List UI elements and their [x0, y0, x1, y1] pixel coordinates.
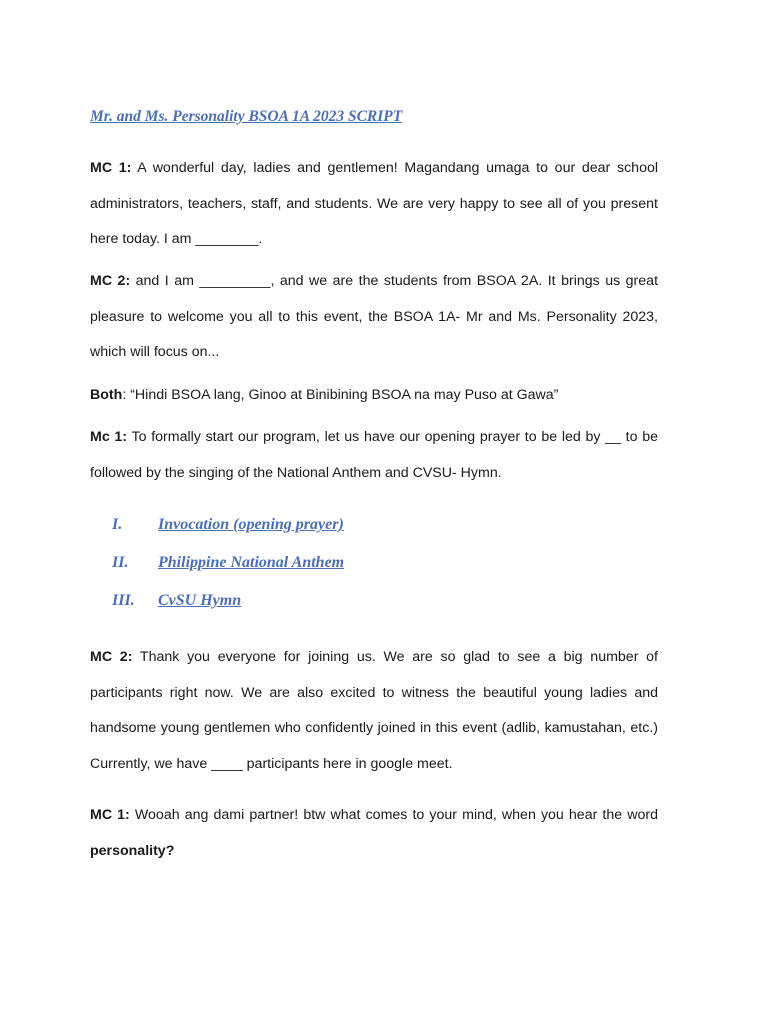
speaker-label: Both — [90, 387, 123, 403]
paragraph-both-theme — [90, 378, 658, 414]
list-numeral: III. — [112, 592, 135, 609]
paragraph-text: Thank you everyone for joining us. We are so glad to see a big number of participants right now. We are also excited to witness the beautiful young ladies and handsome young gentlemen who confidently joined in this event (adlib, kamustahan, etc.) Currently, we have ____ participants here in google meet. — [90, 649, 658, 772]
speaker-label: MC 1: — [90, 807, 130, 823]
paragraph-text: Wooah ang dami partner! btw what comes to your mind, when you hear the word — [129, 807, 658, 823]
speaker-label: Mc 1: — [90, 429, 128, 445]
paragraph-mc1-welcome — [90, 151, 658, 258]
paragraph-text: A wonderful day, ladies and gentlemen! Magandang umaga to our dear school administrators, teachers, staff, and students. We are very happy to see all of you present here today. I am ________. — [90, 160, 658, 248]
document-title: Mr. and Ms. Personality BSOA 1A 2023 SCRIPT — [90, 108, 403, 125]
paragraph-text: : “Hindi BSOA lang, Ginoo at Binibining BSOA na may Puso at Gawa” — [122, 387, 559, 403]
bold-keyword: personality? — [90, 842, 175, 859]
paragraph-mc2-thanks — [90, 640, 658, 782]
list-numeral: II. — [112, 554, 129, 571]
paragraph-text: To formally start our program, let us have our opening prayer to be led by __ to be followed by the singing of the National Anthem and CVSU- Hymn. — [90, 429, 658, 481]
paragraph-mc2-intro — [90, 264, 658, 371]
list-item-link[interactable]: CvSU Hymn — [158, 592, 242, 609]
paragraph-mc1-opening — [90, 420, 658, 491]
speaker-label: MC 1: — [90, 160, 132, 176]
list-numeral: I. — [112, 516, 123, 533]
paragraph-text: and I am _________, and we are the students from BSOA 2A. It brings us great pleasure to welcome you all to this event, the BSOA 1A- Mr and Ms. Personality 2023, which will focus on... — [90, 273, 659, 361]
speaker-label: MC 2: — [90, 273, 131, 289]
paragraph-mc1-question — [90, 798, 658, 869]
list-item-link[interactable]: Philippine National Anthem — [158, 554, 345, 571]
speaker-label: MC 2: — [90, 649, 133, 665]
list-item-link[interactable]: Invocation (opening prayer) — [158, 516, 344, 533]
